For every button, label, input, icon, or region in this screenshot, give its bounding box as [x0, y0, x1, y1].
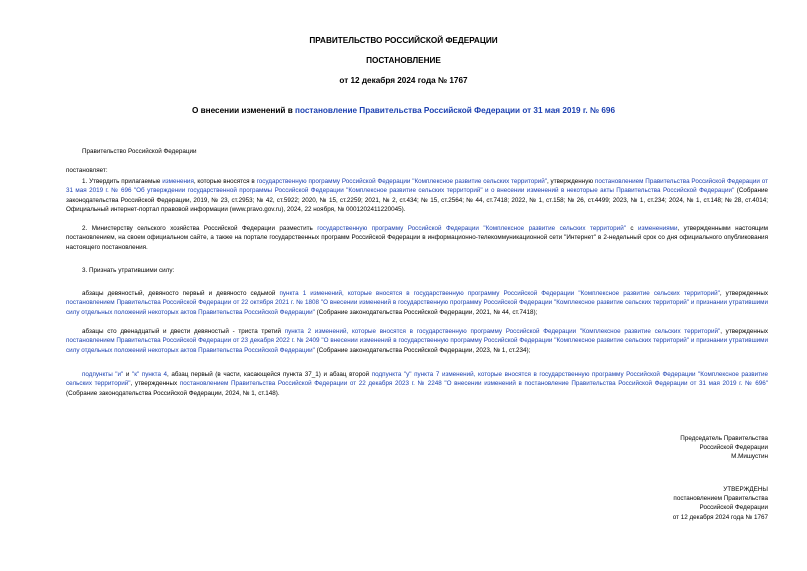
intro-text: Правительство Российской Федерации	[82, 148, 197, 155]
p1-text-g: (Собрание законодательства Российской Федерации, 2019, № 23, ст.2953; № 42, ст.5922; 2020, № 15, ст.2259; 2021, № 2, ст.434; № 15, ст.2564; № 44, ст.7418; 2022, № 1, ст.158; № 26, ст.4499; 2023, № 1, ст.234; 2024, № 1, ст.148; № 28, ст.4014; Официальный интернет-портал правовой информации (www.pravo.gov.ru), 2024, 22 ноября, № 0001202411220045).	[66, 187, 768, 214]
approval-block	[673, 485, 768, 522]
p6-text-h: (Собрание законодательства Российской Федерации, 2024, № 1, ст.148).	[66, 389, 280, 397]
paragraph-1	[66, 177, 768, 215]
decides-text: постановляет:	[66, 167, 108, 174]
p4-link-resolution[interactable]: постановлением Правительства Российской Федерации от 22 октября 2021 г. № 1808 "О внесении изменений в государственную программу Российской Федерации "Комплексное развитие сельских территорий" и признании утратившими силу отдельных положений некоторых актов Правительства Российской Федерации"	[66, 299, 768, 316]
approval-line-2: постановлением Правительства	[673, 495, 768, 503]
p2-text-c: с	[625, 225, 638, 232]
paragraph-2	[66, 224, 768, 252]
p4-text-e: (Собрание законодательства Российской Федерации, 2021, № 44, ст.7418);	[314, 308, 538, 316]
p4-link-item[interactable]: пункта 1 изменений, которые вносятся в государственную программу Российской Федерации "Комплексное развитие сельских территорий"	[279, 290, 720, 297]
paragraph-3: 3. Признать утратившими силу:	[82, 267, 175, 274]
signature-title: Председатель Правительства	[680, 435, 768, 442]
p6-text-d: , абзац первый (в части, касающейся пункта 37_1) и абзац второй	[167, 371, 372, 378]
p6-link-subitem-i[interactable]: подпункты "и"	[82, 371, 124, 378]
paragraph-4	[66, 289, 768, 317]
p5-link-item[interactable]: пункта 2 изменений, которые вносятся в государственную программу Российской Федерации "Комплексное развитие сельских территорий"	[284, 328, 721, 335]
p2-link-program[interactable]: государственную программу Российской Федерации "Комплексное развитие сельских территорий"	[317, 225, 626, 232]
p2-text-a: 2. Министерству сельского хозяйства Российской Федерации разместить	[82, 225, 318, 232]
p5-text-c: , утвержденных	[720, 328, 768, 335]
p1-text-a: 1. Утвердить прилагаемые	[82, 178, 163, 185]
approval-line-3: Российской Федерации	[699, 504, 768, 512]
p1-link-program[interactable]: государственную программу Российской Федерации "Комплексное развитие сельских территорий"	[256, 178, 547, 185]
p6-link-resolution[interactable]: постановлением Правительства Российской Федерации от 22 декабря 2023 г. № 2248 "О внесении изменений в постановление Правительства Российской Федерации от 31 мая 2019 г. № 696"	[179, 380, 769, 388]
signature-block	[680, 434, 768, 462]
p2-link-changes[interactable]: изменениями	[638, 225, 678, 232]
p6-link-subitem-u[interactable]: подпункта "у" пункта 7 изменений, которые вносятся в государственную программу Российской Федерации "Комплексное развитие сельских территорий"	[66, 371, 768, 388]
government-heading: ПРАВИТЕЛЬСТВО РОССИЙСКОЙ ФЕДЕРАЦИИ	[309, 36, 498, 45]
paragraph-5	[66, 327, 768, 355]
doc-type-heading: ПОСТАНОВЛЕНИЕ	[366, 56, 441, 65]
p4-text-c: , утвержденных	[719, 290, 768, 297]
date-number-heading: от 12 декабря 2024 года № 1767	[339, 76, 468, 85]
p2-text-e: , утвержденными настоящим постановлением, на своем официальном сайте, а также на портале государственных программ Российской Федерации в информационно-телекоммуникационной сети "Интернет" в 2-недельный срок со дня официального опубликования настоящего постановления.	[66, 225, 769, 251]
p5-text-a: абзацы сто двенадцатый и двести девяностый - триста третий	[82, 328, 285, 335]
title-link[interactable]: постановление Правительства Российской Федерации от 31 мая 2019 г. № 696	[295, 106, 616, 115]
paragraph-6	[66, 370, 768, 398]
signature-name: М.Мишустин	[731, 453, 768, 461]
p6-text-f: , утвержденных	[130, 380, 180, 388]
p1-text-e: , утвержденную	[546, 178, 595, 185]
p1-text-c: , которые вносятся в	[193, 178, 257, 185]
document-title	[0, 106, 807, 115]
p6-text-b: и	[123, 371, 132, 378]
p6-link-subitem-k[interactable]: "к" пункта 4	[131, 371, 168, 378]
title-prefix: О внесении изменений в	[191, 106, 296, 115]
approval-heading: УТВЕРЖДЕНЫ	[723, 486, 768, 493]
p5-text-e: (Собрание законодательства Российской Федерации, 2023, № 1, ст.234);	[314, 346, 531, 354]
signature-country: Российской Федерации	[699, 444, 768, 452]
p1-link-resolution[interactable]: постановлением Правительства Российской Федерации от 31 мая 2019 г. № 696 "Об утверждении государственной программы Российской Федерации "Комплексное развитие сельских территорий" и о внесении изменений в некоторые акты Правительства Российской Федерации"	[66, 178, 769, 195]
approval-line-4: от 12 декабря 2024 года № 1767	[672, 513, 768, 521]
p5-link-resolution[interactable]: постановлением Правительства Российской Федерации от 23 декабря 2022 г. № 2409 "О внесении изменений в государственную программу Российской Федерации "Комплексное развитие сельских территорий" и признании утратившими силу отдельных положений некоторых актов Правительства Российской Федерации"	[66, 337, 768, 354]
p1-link-changes[interactable]: изменения	[162, 178, 194, 185]
p4-text-a: абзацы девяностый, девяносто первый и девяносто седьмой	[82, 290, 280, 297]
